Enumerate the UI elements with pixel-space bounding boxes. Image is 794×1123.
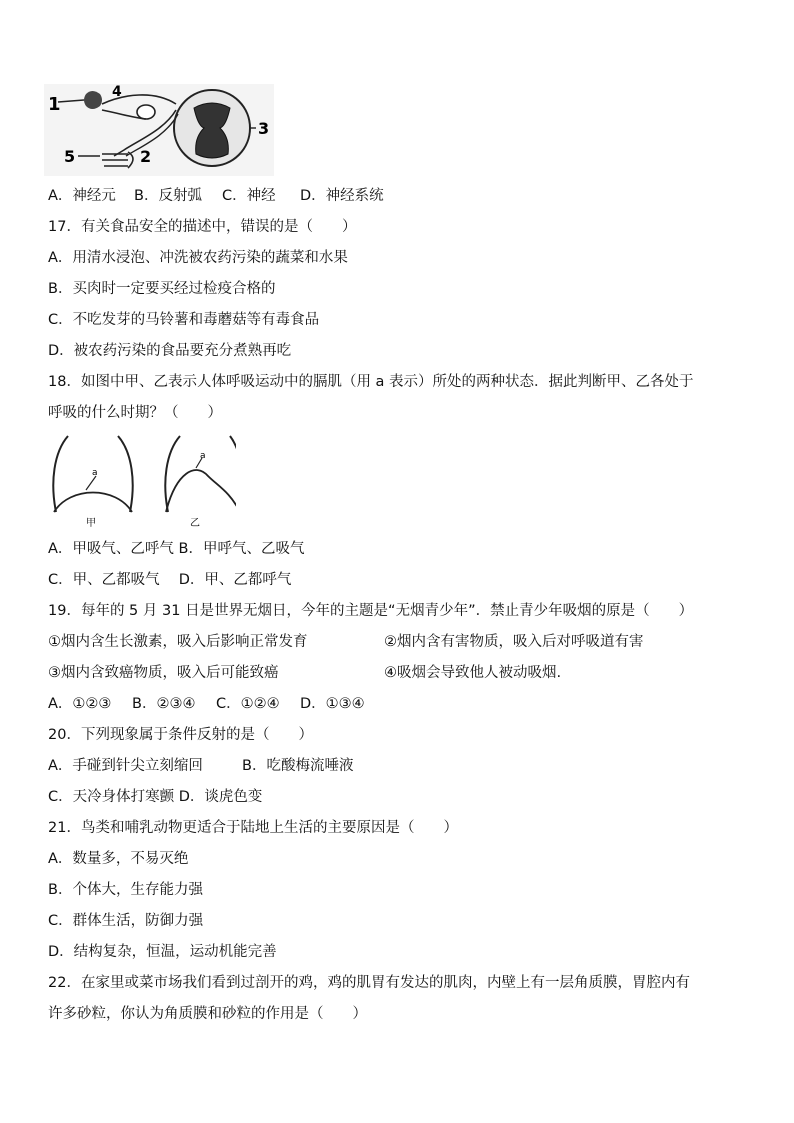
- diaphragm-figure: [46, 432, 236, 532]
- q16-option-c[interactable]: C．神经: [222, 188, 276, 204]
- q20-options-line2[interactable]: C．天冷身体打寒颤 D．谈虎色变: [48, 789, 263, 805]
- label-2: 2: [140, 147, 152, 166]
- figure-yi-a-label: a: [200, 451, 206, 461]
- q19-option-a[interactable]: A．①②③: [48, 696, 112, 712]
- q20-stem: 20．下列现象属于条件反射的是（ ）: [48, 727, 313, 743]
- q17-option-d[interactable]: D．被农药污染的食品要充分煮熟再吃: [48, 343, 292, 359]
- q17-option-c[interactable]: C．不吃发芽的马铃薯和毒蘑菇等有毒食品: [48, 312, 320, 328]
- q19-option-b[interactable]: B．②③④: [132, 696, 196, 712]
- q21-option-b[interactable]: B．个体大，生存能力强: [48, 882, 203, 898]
- q19-item-2: ②烟内含有害物质，吸入后对呼吸道有害: [384, 634, 644, 650]
- q20-option-a[interactable]: A．手碰到针尖立刻缩回: [48, 758, 203, 774]
- q16-option-d[interactable]: D．神经系统: [300, 188, 384, 204]
- figure-yi-label: 乙: [190, 518, 200, 529]
- q21-option-a[interactable]: A．数量多，不易灭绝: [48, 851, 189, 867]
- q20-option-b[interactable]: B．吃酸梅流唾液: [242, 758, 354, 774]
- label-4: 4: [112, 84, 122, 100]
- q19-stem: 19．每年的 5 月 31 日是世界无烟日，今年的主题是“无烟青少年”．禁止青少年吸烟的原是（ ）: [48, 603, 694, 619]
- q17-stem: 17．有关食品安全的描述中，错误的是（ ）: [48, 219, 357, 235]
- q21-option-c[interactable]: C．群体生活，防御力强: [48, 913, 204, 929]
- label-1: 1: [48, 94, 61, 115]
- q19-option-c[interactable]: C．①②④: [216, 696, 280, 712]
- label-3: 3: [258, 119, 270, 138]
- q16-option-a[interactable]: A．神经元: [48, 188, 116, 204]
- figure-jia-a-label: a: [92, 468, 98, 478]
- q19-item-3: ③烟内含致癌物质，吸入后可能致癌: [48, 665, 279, 681]
- q17-option-a[interactable]: A．用清水浸泡、冲洗被农药污染的蔬菜和水果: [48, 250, 348, 266]
- reflex-arc-figure: [44, 84, 274, 176]
- q18-options-line2[interactable]: C．甲、乙都吸气 D．甲、乙都呼气: [48, 572, 292, 588]
- q22-stem-line1: 22．在家里或菜市场我们看到过剖开的鸡，鸡的肌胃有发达的肌肉，内壁上有一层角质膜，胃腔内有: [48, 975, 690, 991]
- q19-option-d[interactable]: D．①③④: [300, 696, 365, 712]
- q19-item-4: ④吸烟会导致他人被动吸烟.: [384, 665, 562, 681]
- q18-options-line1[interactable]: A．甲吸气、乙呼气 B．甲呼气、乙吸气: [48, 541, 305, 557]
- q16-option-b[interactable]: B．反射弧: [134, 188, 202, 204]
- q18-stem-line1: 18．如图中甲、乙表示人体呼吸运动中的膈肌（用 a 表示）所处的两种状态．据此判断甲、乙各处于: [48, 374, 694, 390]
- q21-option-d[interactable]: D．结构复杂，恒温，运动机能完善: [48, 944, 277, 960]
- q19-item-1: ①烟内含生长激素，吸入后影响正常发育: [48, 634, 308, 650]
- label-5: 5: [64, 147, 76, 166]
- q17-option-b[interactable]: B．买肉时一定要买经过检疫合格的: [48, 281, 276, 297]
- q18-stem-line2: 呼吸的什么时期？（ ）: [48, 405, 222, 421]
- q21-stem: 21．鸟类和哺乳动物更适合于陆地上生活的主要原因是（ ）: [48, 820, 458, 836]
- figure-jia-label: 甲: [86, 518, 96, 529]
- q22-stem-line2: 许多砂粒，你认为角质膜和砂粒的作用是（ ）: [48, 1006, 367, 1022]
